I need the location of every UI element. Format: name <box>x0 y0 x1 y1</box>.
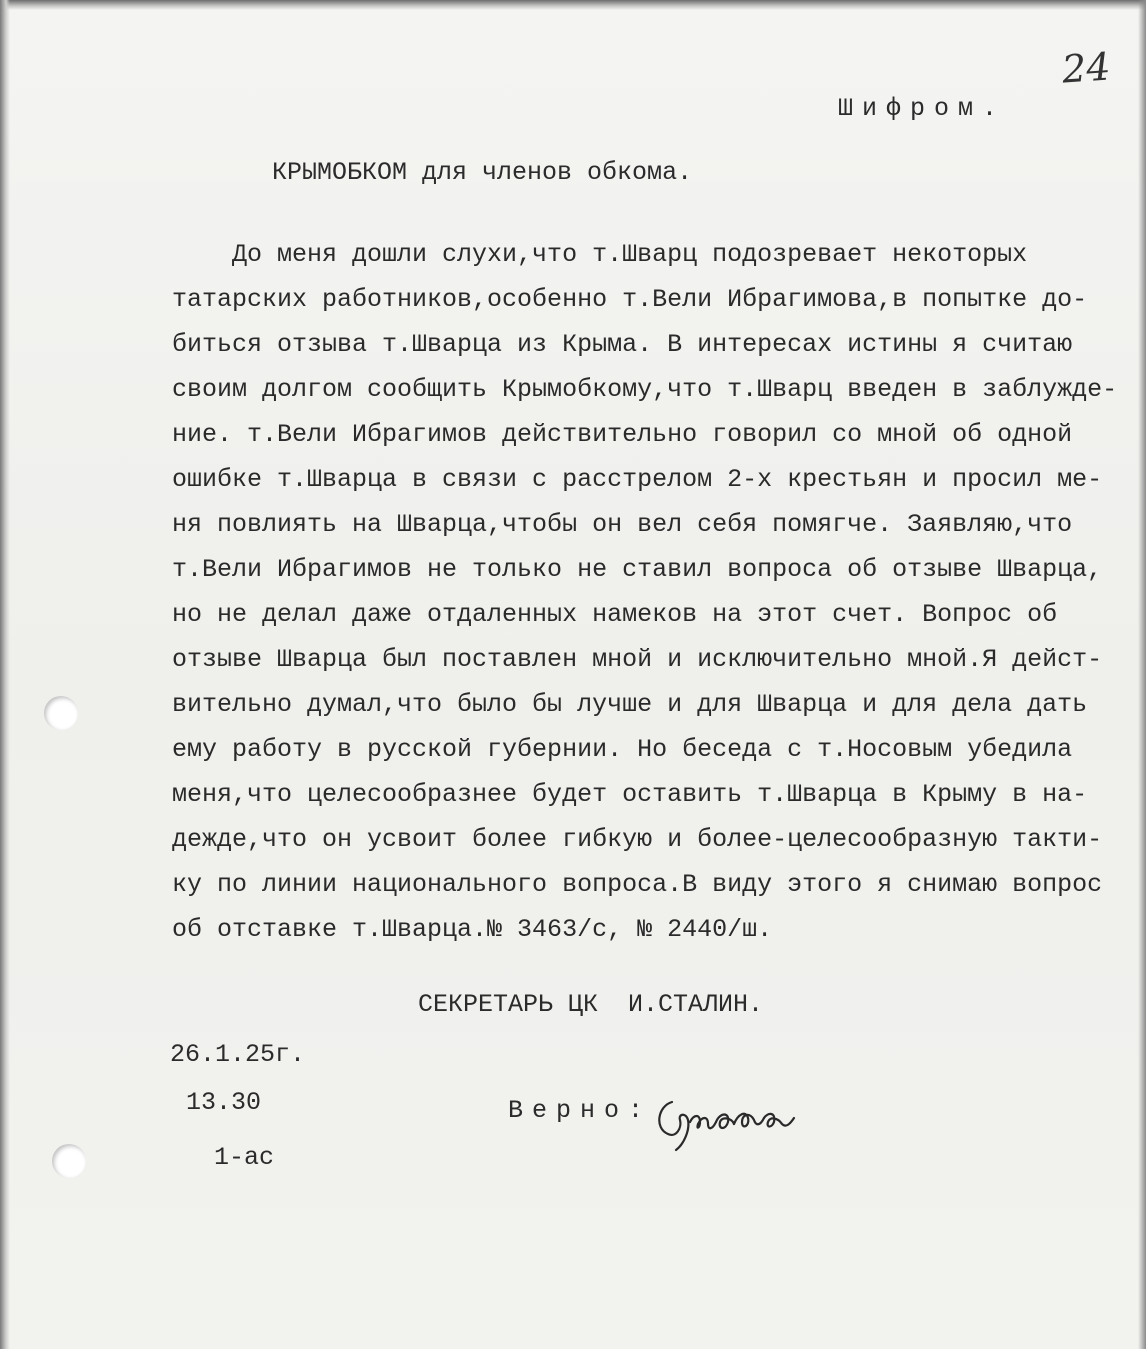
body-line: но не делал даже отдаленных намеков на этот счет. Вопрос об <box>172 600 1058 629</box>
scan-edge-top <box>0 0 1146 10</box>
document-time: 13.30 <box>186 1088 262 1117</box>
body-line: ня повлиять на Шварца,чтобы он вел себя помягче. Заявляю,что <box>172 510 1073 539</box>
body-line: дежде,что он усвоит более гибкую и более-целесообразную такти- <box>172 825 1103 854</box>
body-line: вительно думал,что было бы лучше и для Шварца и для дела дать <box>172 690 1088 719</box>
body-line: ошибке т.Шварца в связи с расстрелом 2-х крестьян и просил ме- <box>172 465 1103 494</box>
body-line: биться отзыва т.Шварца из Крыма. В интересах истины я считаю <box>172 330 1073 359</box>
body-line: меня,что целесообразнее будет оставить т.Шварца в Крыму в на- <box>172 780 1088 809</box>
body-line: ему работу в русской губернии. Но беседа с т.Носовым убедила <box>172 735 1073 764</box>
body-line: отзыве Шварца был поставлен мной и исключительно мной.Я дейст- <box>172 645 1103 674</box>
body-line: татарских работников,особенно т.Вели Ибрагимова,в попытке до- <box>172 285 1088 314</box>
recipient-line: КРЫМОБКОМ для членов обкома. <box>272 158 693 187</box>
body-line: т.Вели Ибрагимов не только не ставил вопроса об отзыве Шварца, <box>172 555 1103 584</box>
body-line: ку по линии национального вопроса.В виду этого я снимаю вопрос <box>172 870 1103 899</box>
document-date: 26.1.25г. <box>170 1040 306 1069</box>
body-line: об отставке т.Шварца.№ 3463/с, № 2440/ш. <box>172 915 773 944</box>
copies-mark: 1-ас <box>214 1143 275 1172</box>
punch-hole-lower <box>52 1144 86 1178</box>
punch-hole-upper <box>44 696 78 730</box>
scan-edge-right <box>1138 0 1146 1349</box>
verno-label: Верно: <box>508 1096 653 1125</box>
secretary-signature-line: СЕКРЕТАРЬ ЦК И.СТАЛИН. <box>418 990 764 1019</box>
letter-body <box>172 232 1132 952</box>
cipher-label: Шифром. <box>838 94 1007 123</box>
body-line: своим долгом сообщить Крымобкому,что т.Шварц введен в заблужде- <box>172 375 1118 404</box>
handwritten-page-number: 24 <box>1060 44 1112 92</box>
handwritten-signature <box>650 1084 800 1154</box>
scan-edge-left <box>0 0 10 1349</box>
body-line: До меня дошли слухи,что т.Шварц подозревает некоторых <box>172 240 1028 269</box>
body-line: ние. т.Вели Ибрагимов действительно говорил со мной об одной <box>172 420 1073 449</box>
